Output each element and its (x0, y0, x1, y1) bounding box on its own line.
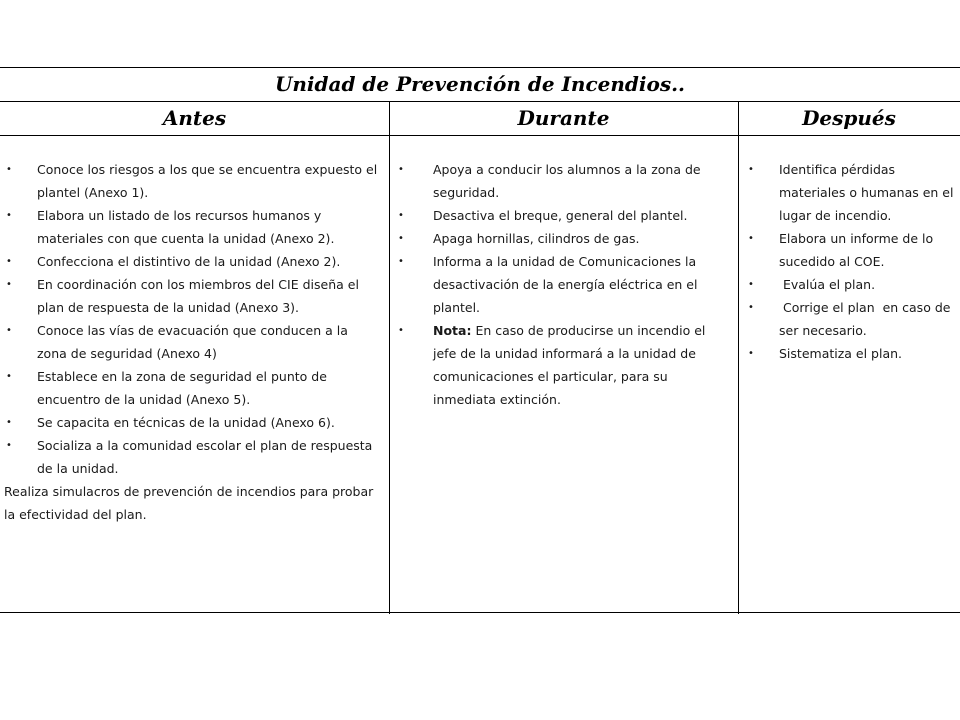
list-item: • Elabora un informe de lo sucedido al COE. (748, 231, 934, 269)
list-item: • Establece en la zona de seguridad el punto de encuentro de la unidad (Anexo 5). (6, 369, 327, 407)
list-item: • Apaga hornillas, cilindros de gas. (398, 231, 640, 246)
list-item: • Nota: En caso de producirse un incendio el jefe de la unidad informará a la unidad de comunicaciones el particular, para su inmediata extinción. (398, 323, 706, 407)
header-durante: Durante (517, 106, 610, 130)
header-row (0, 102, 960, 136)
durante-list (398, 158, 724, 411)
incendios-table (0, 67, 960, 613)
list-item: • Informa a la unidad de Comunicaciones la desactivación de la energía eléctrica en el plantel. (398, 254, 698, 315)
list-item: • Sistematiza el plan. (748, 346, 903, 361)
list-item: • Desactiva el breque, general del plantel. (398, 208, 688, 223)
cell-antes (0, 136, 389, 614)
header-antes: Antes (162, 106, 227, 130)
list-item: • Conoce los riesgos a los que se encuentra expuesto el plantel (Anexo 1). (6, 162, 378, 200)
cell-despues (738, 136, 960, 614)
cell-durante (389, 136, 738, 614)
header-despues: Después (802, 106, 896, 130)
despues-list (748, 158, 958, 365)
list-item: • Confecciona el distintivo de la unidad (Anexo 2). (6, 254, 341, 269)
table-title: Unidad de Prevención de Incendios.. (0, 68, 960, 102)
nota-text: En caso de producirse un incendio el jefe de la unidad informará a la unidad de comunicaciones el particular, para su inmediata extinción. (433, 323, 706, 407)
nota-label: Nota: (433, 323, 472, 338)
list-item: • Evalúa el plan. (748, 277, 876, 292)
list-item: • Elabora un listado de los recursos humanos y materiales con que cuenta la unidad (Anexo 2). (6, 208, 335, 246)
list-item: • Apoya a conducir los alumnos a la zona de seguridad. (398, 162, 701, 200)
list-item: • Conoce las vías de evacuación que conducen a la zona de seguridad (Anexo 4) (6, 323, 348, 361)
antes-note: Realiza simulacros de prevención de incendios para probar la efectividad del plan. (4, 484, 374, 522)
list-item: • Identifica pérdidas materiales o humanas en el lugar de incendio. (748, 162, 954, 223)
list-item: • Corrige el plan en caso de ser necesario. (748, 300, 955, 338)
list-item: • En coordinación con los miembros del CIE diseña el plan de respuesta de la unidad (Anexo 3). (6, 277, 359, 315)
antes-list (6, 158, 381, 480)
list-item: • Se capacita en técnicas de la unidad (Anexo 6). (6, 415, 335, 430)
list-item: • Socializa a la comunidad escolar el plan de respuesta de la unidad. (6, 438, 373, 476)
